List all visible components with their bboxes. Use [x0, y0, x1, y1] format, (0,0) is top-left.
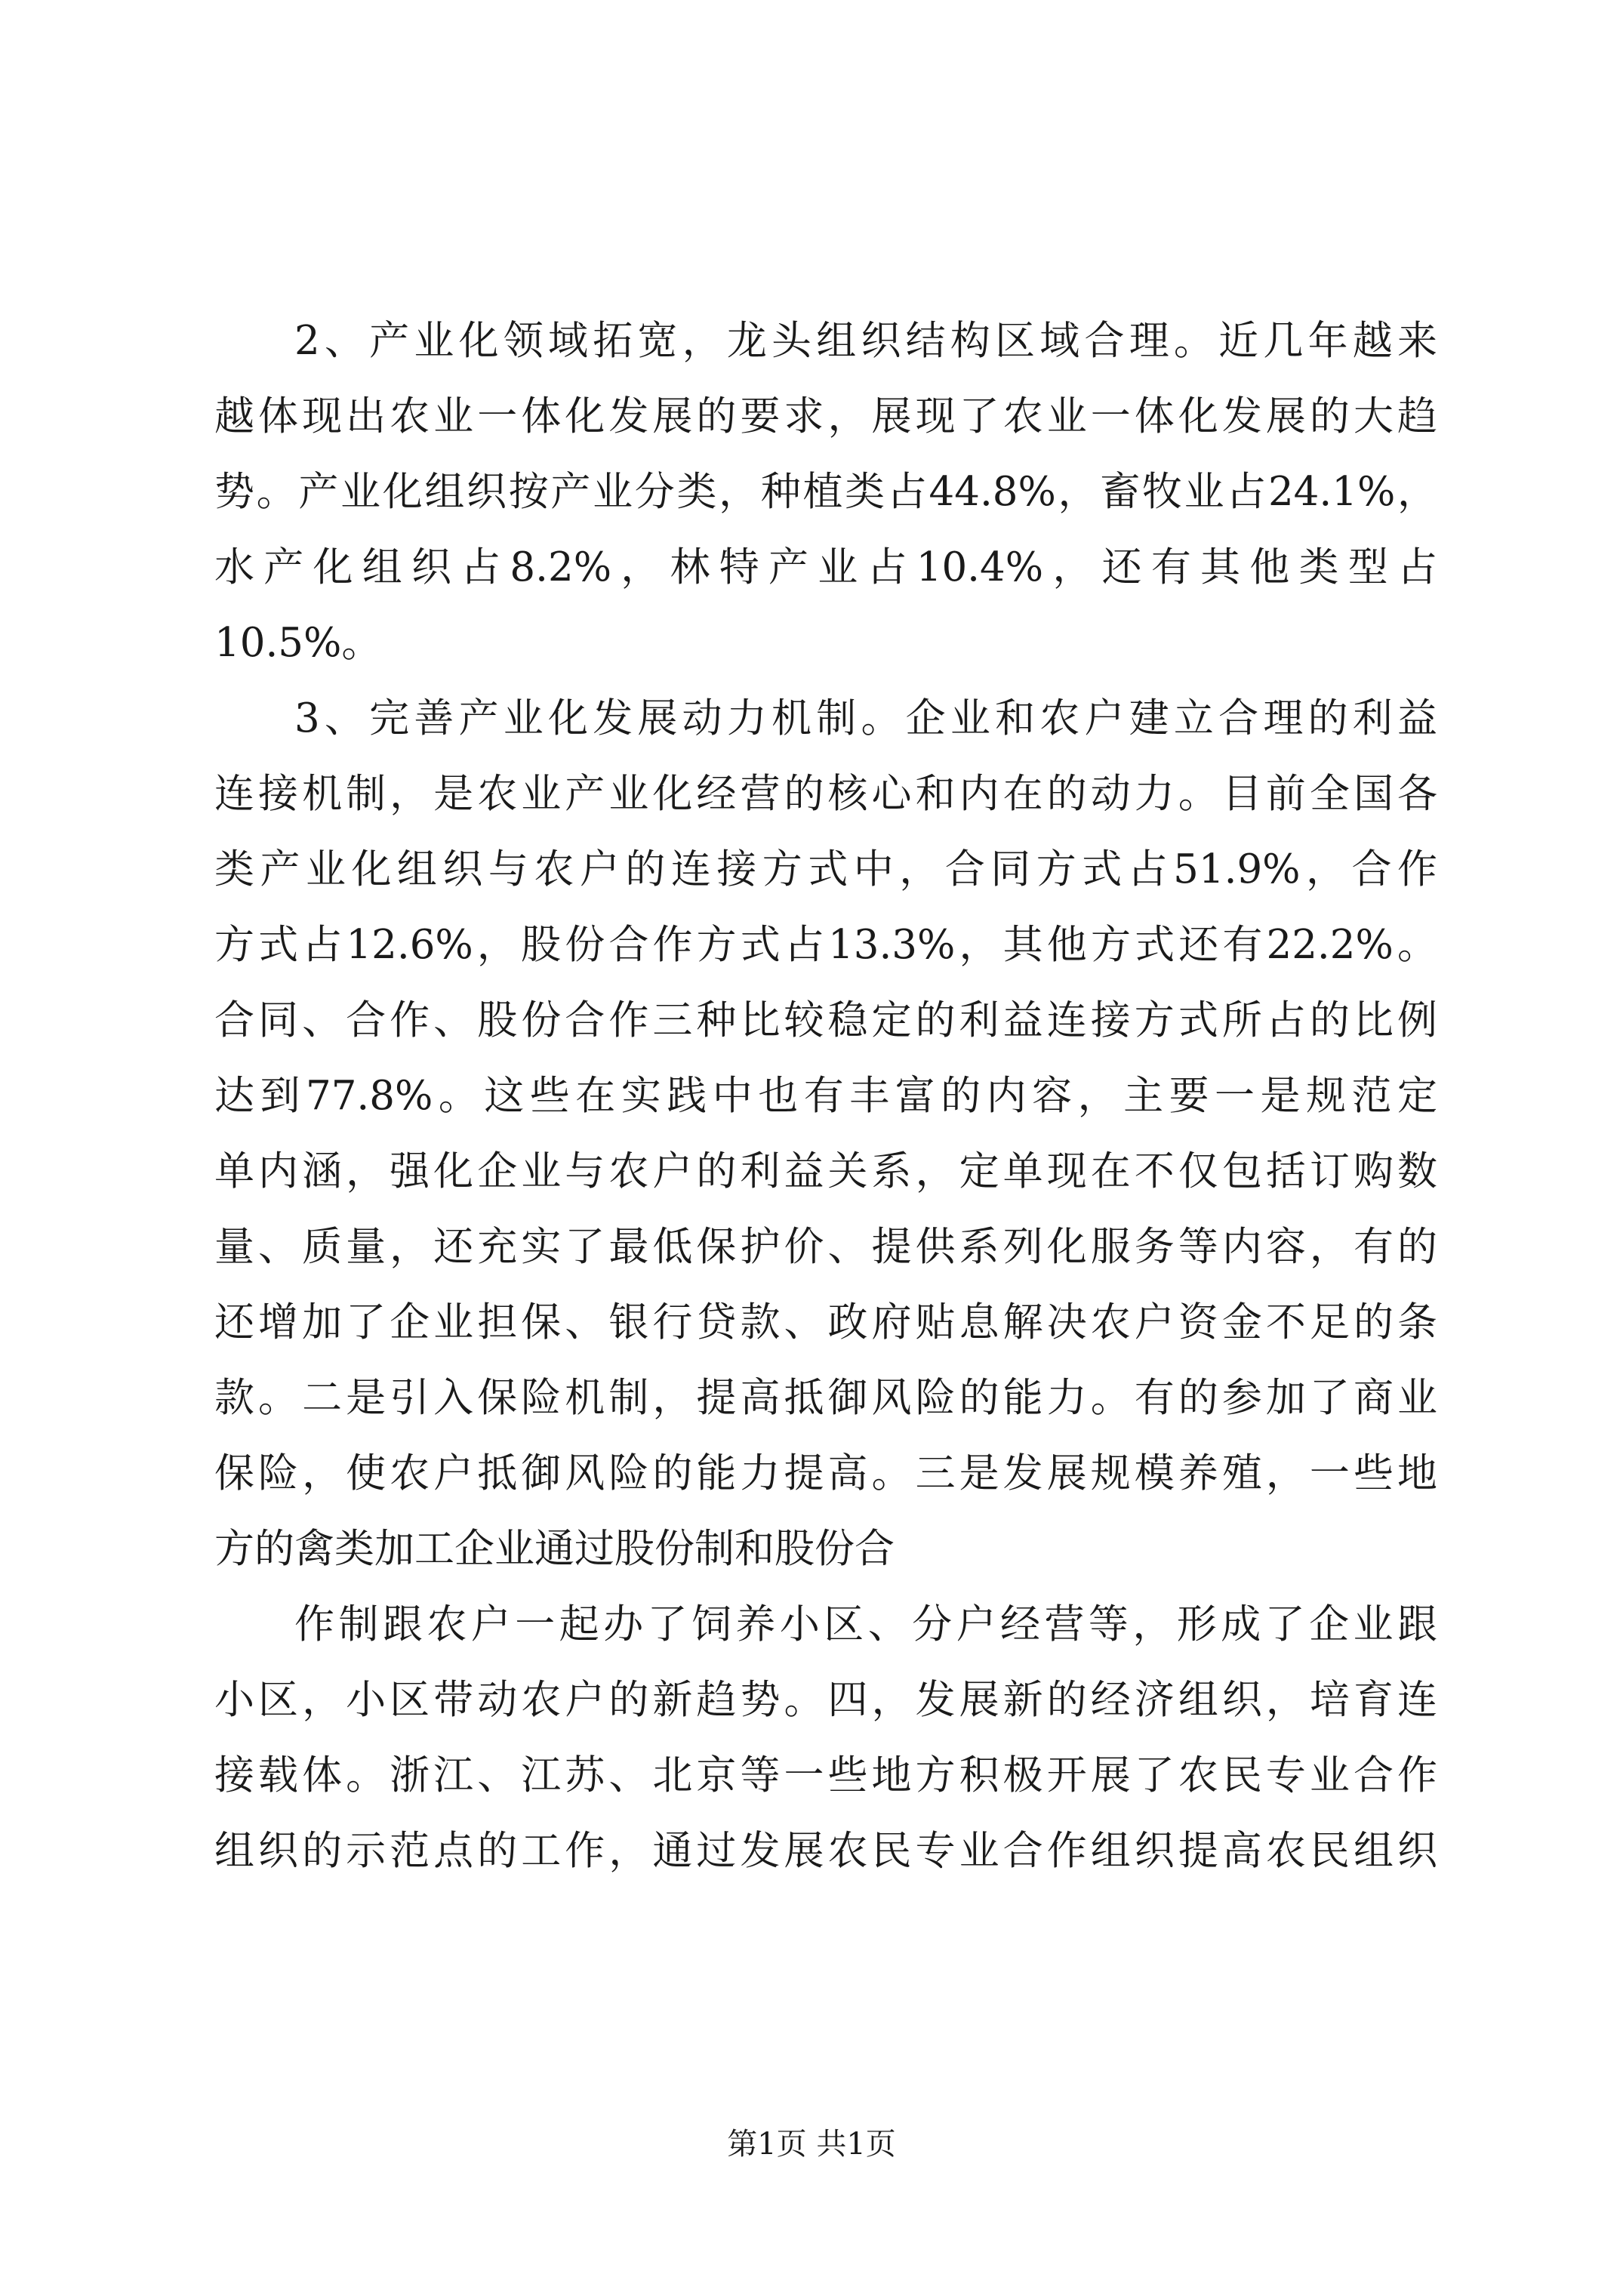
text-line: 方式占12.6%，股份合作方式占13.3%，其他方式还有22.2%。: [214, 922, 1437, 968]
text-line: 组织的示范点的工作，通过发展农民专业合作组织提高农民组织: [214, 1828, 1437, 1874]
paragraph-2: [214, 304, 1437, 681]
text-line: 3、完善产业化发展动力机制。企业和农户建立合理的利益: [294, 695, 1437, 741]
text-line: 小区，小区带动农户的新趋势。四，发展新的经济组织，培育连: [214, 1677, 1437, 1723]
text-line: 还增加了企业担保、银行贷款、政府贴息解决农户资金不足的条: [214, 1299, 1437, 1345]
text-line: 款。二是引入保险机制，提高抵御风险的能力。有的参加了商业: [214, 1375, 1437, 1421]
text-line: 合同、合作、股份合作三种比较稳定的利益连接方式所占的比例: [214, 997, 1437, 1043]
text-line: 方的禽类加工企业通过股份制和股份合: [214, 1526, 895, 1572]
page-footer: 第1页 共1页: [727, 2127, 896, 2162]
text-line: 连接机制，是农业产业化经营的核心和内在的动力。目前全国各: [214, 771, 1437, 817]
body-text: [214, 304, 1437, 1889]
text-line: 水产化组织占8.2%，林特产业占10.4%，还有其他类型占: [214, 544, 1437, 590]
text-line: 2、产业化领域拓宽，龙头组织结构区域合理。近几年越来: [294, 318, 1437, 364]
text-line: 类产业化组织与农户的连接方式中，合同方式占51.9%，合作: [214, 846, 1437, 892]
text-line: 作制跟农户一起办了饲养小区、分户经营等，形成了企业跟: [294, 1601, 1437, 1647]
text-line: 达到77.8%。这些在实践中也有丰富的内容，主要一是规范定: [214, 1073, 1437, 1119]
text-line: 10.5%。: [214, 620, 382, 666]
text-line: 越体现出农业一体化发展的要求，展现了农业一体化发展的大趋: [214, 393, 1437, 439]
paragraph-continuation: [214, 1587, 1437, 1889]
text-line: 量、质量，还充实了最低保护价、提供系列化服务等内容，有的: [214, 1224, 1437, 1270]
text-line: 保险，使农户抵御风险的能力提高。三是发展规模养殖，一些地: [214, 1450, 1437, 1496]
paragraph-3: [214, 681, 1437, 1587]
text-line: 势。产业化组织按产业分类，种植类占44.8%，畜牧业占24.1%，: [214, 469, 1437, 515]
text-line: 接载体。浙江、江苏、北京等一些地方积极开展了农民专业合作: [214, 1752, 1437, 1798]
text-line: 单内涵，强化企业与农户的利益关系，定单现在不仅包括订购数: [214, 1148, 1437, 1194]
